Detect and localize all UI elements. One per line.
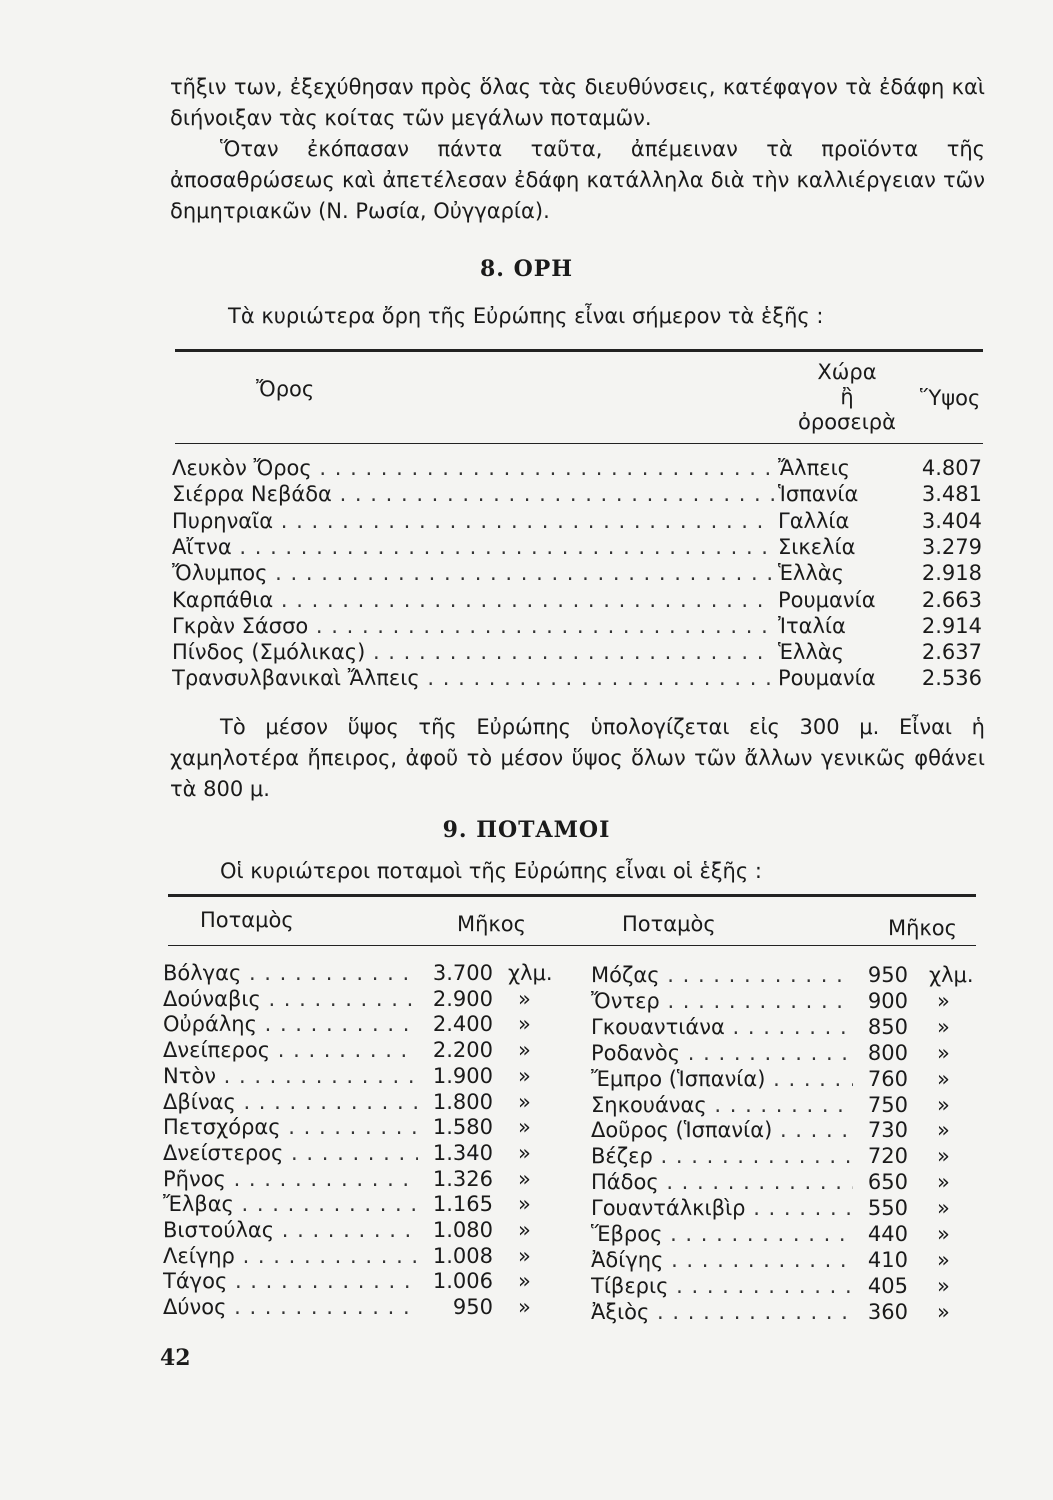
river-name: Δούναβις . . . xyxy=(163,986,418,1012)
river-length: 1.326 xyxy=(432,1166,493,1191)
river-length: 2.900 xyxy=(432,986,493,1011)
river-row xyxy=(163,1217,573,1243)
river-name: Γκουαντιάνα . . . xyxy=(591,1014,853,1040)
river-length: 2.400 xyxy=(432,1012,493,1037)
river-length: 850 xyxy=(867,1014,908,1039)
river-name: Πάδος . . . xyxy=(591,1169,853,1195)
ditto-mark: » xyxy=(937,1066,950,1091)
length-unit: χλμ. xyxy=(508,961,553,985)
mountain-row xyxy=(172,455,982,481)
ditto-mark: » xyxy=(937,1299,950,1324)
river-length: 1.340 xyxy=(432,1140,493,1165)
river-length: 720 xyxy=(867,1144,908,1169)
river-row xyxy=(163,1011,573,1037)
ditto-mark: » xyxy=(937,1247,950,1272)
river-name: Σηκουάνας . . . xyxy=(591,1092,853,1118)
ditto-mark: » xyxy=(518,1295,531,1320)
mountain-height: 2.637 xyxy=(921,640,982,665)
mountain-country: Ἰταλία xyxy=(778,613,846,638)
river-row xyxy=(591,1066,981,1092)
river-length: 1.580 xyxy=(432,1115,493,1140)
col-header-mountain: Ὄρος xyxy=(256,377,315,401)
river-name: Ροδανὸς . . . xyxy=(591,1040,853,1066)
river-length: 650 xyxy=(867,1170,908,1195)
mountain-country: Ρουμανία xyxy=(778,587,876,612)
river-length: 730 xyxy=(867,1118,908,1143)
river-row xyxy=(591,1195,981,1221)
ditto-mark: » xyxy=(937,1273,950,1298)
ditto-mark: » xyxy=(518,1218,531,1242)
ditto-mark: » xyxy=(518,1012,531,1037)
section-9-intro: Οἱ κυριώτεροι ποταμοὶ τῆς Εὐρώπης εἶναι οἱ ἑξῆς : xyxy=(220,859,762,883)
river-row xyxy=(163,1166,573,1192)
ditto-mark: » xyxy=(518,1089,531,1114)
col-header-height: Ὕψος xyxy=(920,386,981,410)
col-header-country xyxy=(792,360,902,435)
length-unit: χλμ. xyxy=(929,963,974,987)
mountain-name: Γκρὰν Σάσσο . . . xyxy=(172,613,774,639)
mountain-height: 3.481 xyxy=(921,482,982,507)
river-row xyxy=(163,1243,573,1269)
mountain-country: Ἑλλὰς xyxy=(778,640,844,665)
river-name: Τίβερις . . . xyxy=(591,1273,853,1299)
ditto-mark: » xyxy=(937,1170,950,1195)
river-name: Δνείπερος . . . xyxy=(163,1037,418,1063)
river-row xyxy=(591,1247,981,1273)
river-row xyxy=(163,1037,573,1063)
river-name: Ρῆνος . . . xyxy=(163,1166,418,1192)
ditto-mark: » xyxy=(518,1063,531,1088)
river-name: Δοῦρος (Ἱσπανία) . . . xyxy=(591,1117,853,1143)
col-header-country-line3: ὀροσειρὰ xyxy=(798,410,896,434)
river-row xyxy=(163,960,573,986)
mountain-name: Σιέρρα Νεβάδα . . . xyxy=(172,481,774,507)
river-length: 950 xyxy=(452,1295,493,1320)
rivers-header-rule xyxy=(168,945,976,946)
river-row xyxy=(163,1294,573,1320)
rivers-top-rule xyxy=(168,894,976,897)
river-length: 1.008 xyxy=(432,1243,493,1268)
river-length: 1.900 xyxy=(432,1063,493,1088)
ditto-mark: » xyxy=(518,1166,531,1191)
river-row xyxy=(591,1117,981,1143)
river-row xyxy=(163,1268,573,1294)
intro-line-2: Ὅταν ἐκόπασαν πάντα ταῦτα, ἀπέμειναν τὰ προϊόντα τῆς ἀποσαθρώσεως καὶ ἀπετέλεσαν ἐδάφη κατάλληλα διὰ τὴν καλλιέργειαν τῶν δημητριακῶν (Ν. Ρωσία, Οὐγγαρία). xyxy=(170,137,985,223)
river-name: Ἔλβας . . . xyxy=(163,1191,418,1217)
mountain-name: Καρπάθια . . . xyxy=(172,587,774,613)
river-name: Δβίνας . . . xyxy=(163,1089,418,1115)
river-length: 750 xyxy=(867,1092,908,1117)
river-row xyxy=(591,1221,981,1247)
ditto-mark: » xyxy=(937,1118,950,1143)
mountain-row xyxy=(172,481,982,507)
river-row xyxy=(163,1089,573,1115)
river-name: Τάγος . . . xyxy=(163,1268,418,1294)
ditto-mark: » xyxy=(937,1222,950,1246)
river-name: Ἕβρος . . . xyxy=(591,1221,853,1247)
mountain-name: Λευκὸν Ὄρος . . . xyxy=(172,455,774,481)
mountain-country: Σικελία xyxy=(778,534,856,559)
river-length: 360 xyxy=(867,1299,908,1324)
river-length: 900 xyxy=(867,988,908,1013)
col-header-country-line2: ἢ xyxy=(840,385,854,409)
page-number: 42 xyxy=(160,1345,191,1371)
river-name: Βέζερ . . . xyxy=(591,1143,853,1169)
ditto-mark: » xyxy=(518,1038,531,1063)
river-name: Ἀξιὸς . . . xyxy=(591,1299,853,1325)
river-length: 1.165 xyxy=(432,1192,493,1217)
river-row xyxy=(591,988,981,1014)
col-header-country-line1: Χώρα xyxy=(817,360,877,384)
mountain-row xyxy=(172,587,982,613)
river-row xyxy=(163,1191,573,1217)
river-length: 1.800 xyxy=(432,1089,493,1114)
river-name: Ἀδίγης . . . xyxy=(591,1247,853,1273)
river-row xyxy=(163,1063,573,1089)
ditto-mark: » xyxy=(937,1092,950,1117)
river-length: 410 xyxy=(867,1247,908,1272)
mountain-country: Ἑλλὰς xyxy=(778,561,844,586)
section-8-heading: 8. ΟΡΗ xyxy=(479,256,574,282)
river-name: Μόζας . . . xyxy=(591,962,853,988)
height-note: Τὸ μέσον ὕψος τῆς Εὐρώπης ὑπολογίζεται εἰς 300 μ. Εἶναι ἡ χαμηλοτέρα ἤπειρος, ἀφοῦ τὸ μέσον ὕψος ὅλων τῶν ἄλλων γενικῶς φθάνει τὰ 800 μ. xyxy=(170,715,985,801)
river-length: 1.080 xyxy=(432,1218,493,1242)
mountain-name: Πίνδος (Σμόλικας) . . . xyxy=(172,639,774,665)
river-name: Λείγηρ . . . xyxy=(163,1243,418,1269)
river-length: 3.700 xyxy=(432,961,493,985)
mountain-country: Ρουμανία xyxy=(778,666,876,691)
intro-line-1: τῆξιν των, ἐξεχύθησαν πρὸς ὅλας τὰς διευθύνσεις, κατέφαγον τὰ ἐδάφη καὶ διήνοιξαν τὰς κοίτας τῶν μεγάλων ποταμῶν. xyxy=(170,75,985,130)
mountain-country: Ἄλπεις xyxy=(778,456,851,480)
river-length: 550 xyxy=(867,1196,908,1221)
river-row xyxy=(591,1143,981,1169)
river-name: Δύνος . . . xyxy=(163,1294,418,1320)
river-row xyxy=(591,1169,981,1195)
mountain-row xyxy=(172,508,982,534)
mountain-row xyxy=(172,639,982,665)
mountain-country: Ἱσπανία xyxy=(778,482,859,507)
ditto-mark: » xyxy=(518,1269,531,1294)
river-name: Γουαντάλκιβὶρ . . . xyxy=(591,1195,853,1221)
col-header-length-left: Μῆκος xyxy=(457,912,526,936)
mountain-row xyxy=(172,665,982,691)
ditto-mark: » xyxy=(518,986,531,1011)
section-8-intro: Τὰ κυριώτερα ὄρη τῆς Εὐρώπης εἶναι σήμερον τὰ ἑξῆς : xyxy=(228,304,824,328)
river-row xyxy=(163,986,573,1012)
river-length: 405 xyxy=(867,1273,908,1298)
intro-paragraphs xyxy=(170,72,985,227)
river-name: Ντὸν . . . xyxy=(163,1063,418,1089)
mountain-country: Γαλλία xyxy=(778,508,850,533)
river-row xyxy=(591,1092,981,1118)
table-top-rule xyxy=(175,349,983,352)
mountain-height: 3.404 xyxy=(921,508,982,533)
river-length: 800 xyxy=(867,1040,908,1065)
river-name: Βόλγας . . . xyxy=(163,960,418,986)
river-row xyxy=(591,1040,981,1066)
river-name: Οὐράλης . . . xyxy=(163,1011,418,1037)
mountain-height: 2.536 xyxy=(921,666,982,691)
mountain-height: 2.663 xyxy=(921,587,982,612)
mountain-name: Ὄλυμπος . . . xyxy=(172,560,774,586)
section-9-heading: 9. ΠΟΤΑΜΟΙ xyxy=(442,817,611,843)
river-length: 2.200 xyxy=(432,1038,493,1063)
col-header-river-left: Ποταμὸς xyxy=(200,908,294,932)
river-length: 950 xyxy=(867,963,908,987)
river-length: 440 xyxy=(867,1222,908,1246)
mountain-name: Αἴτνα . . . xyxy=(172,534,774,560)
section-8-note xyxy=(170,712,985,805)
river-name: Ἔμπρο (Ἱσπανία) . . . xyxy=(591,1066,853,1092)
ditto-mark: » xyxy=(518,1140,531,1165)
mountain-name: Πυρηναῖα . . . xyxy=(172,508,774,534)
river-row xyxy=(591,1014,981,1040)
river-name: Δνείστερος . . . xyxy=(163,1140,418,1166)
river-length: 1.006 xyxy=(432,1269,493,1294)
mountain-height: 4.807 xyxy=(921,456,982,480)
mountain-row xyxy=(172,613,982,639)
mountain-height: 3.279 xyxy=(921,534,982,559)
ditto-mark: » xyxy=(518,1115,531,1140)
ditto-mark: » xyxy=(937,1014,950,1039)
river-row xyxy=(591,962,981,988)
ditto-mark: » xyxy=(937,1144,950,1169)
river-name: Πετσχόρας . . . xyxy=(163,1114,418,1140)
river-row xyxy=(591,1273,981,1299)
river-row xyxy=(163,1114,573,1140)
ditto-mark: » xyxy=(937,1040,950,1065)
col-header-length-right: Μῆκος xyxy=(888,916,957,940)
river-name: Ὄντερ . . . xyxy=(591,988,853,1014)
river-name: Βιστούλας . . . xyxy=(163,1217,418,1243)
mountain-name: Τρανσυλβανικαὶ Ἄλπεις . . . xyxy=(172,665,774,691)
river-row xyxy=(163,1140,573,1166)
table-header-rule xyxy=(175,443,983,444)
mountain-height: 2.918 xyxy=(921,561,982,586)
ditto-mark: » xyxy=(518,1243,531,1268)
river-length: 760 xyxy=(867,1066,908,1091)
ditto-mark: » xyxy=(937,988,950,1013)
col-header-river-right: Ποταμὸς xyxy=(622,912,716,936)
ditto-mark: » xyxy=(518,1192,531,1217)
mountain-row xyxy=(172,534,982,560)
river-row xyxy=(591,1299,981,1325)
mountain-row xyxy=(172,560,982,586)
mountain-height: 2.914 xyxy=(921,613,982,638)
ditto-mark: » xyxy=(937,1196,950,1221)
